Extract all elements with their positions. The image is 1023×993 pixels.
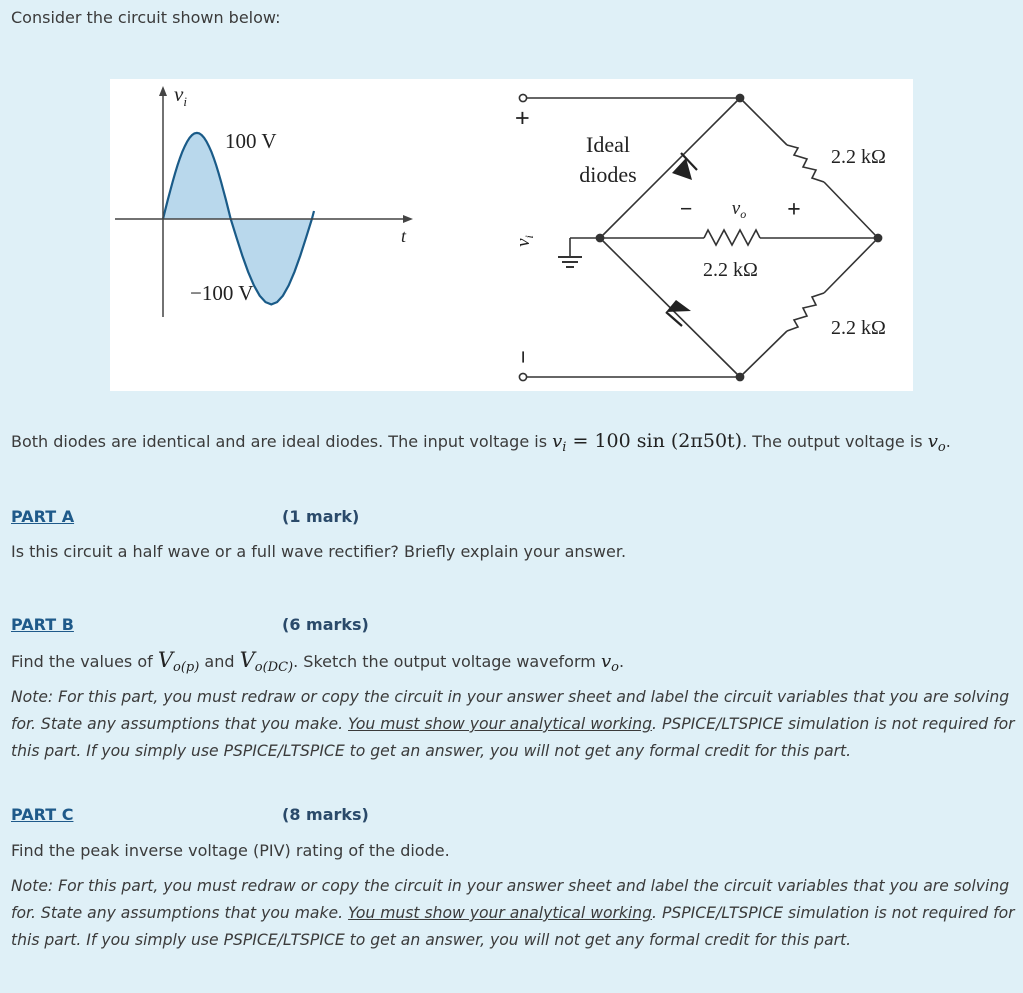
- part-c-question: Find the peak inverse voltage (PIV) rating of the diode.: [11, 841, 450, 860]
- part-a-title: PART A: [11, 507, 75, 526]
- vi-symbol: $v_i$: [552, 431, 567, 455]
- part-c-marks: (8 marks): [282, 805, 369, 824]
- vo-waveform-symbol: $v_o$: [600, 651, 619, 675]
- wire-r3-a: [824, 238, 878, 293]
- vo-minus: −: [679, 196, 693, 221]
- input-waveform: [115, 82, 413, 317]
- vo-symbol: $v_o$: [927, 431, 946, 455]
- vo-plus: +: [787, 197, 801, 223]
- vi-label: $v_i$: [513, 235, 536, 247]
- wire-r1-a: [740, 98, 787, 145]
- vi-minus: −: [511, 350, 537, 364]
- trough-label: −100 V: [190, 281, 254, 305]
- diode-upper: [672, 153, 697, 180]
- diodes-label: diodes: [579, 162, 637, 187]
- positive-half-cycle: [163, 133, 231, 219]
- r3-label: 2.2 kΩ: [831, 317, 886, 339]
- problem-statement: Both diodes are identical and are ideal diodes. The input voltage is $v_i = 100$ sin (2π50t). The output voltage is $v_o$.: [11, 430, 951, 455]
- r1-label: 2.2 kΩ: [831, 146, 886, 168]
- part-a-question: Is this circuit a half wave or a full wave rectifier? Briefly explain your answer.: [11, 542, 627, 561]
- vodc-symbol: $V_{o(DC)}$: [239, 648, 294, 675]
- part-b-title: PART B: [11, 615, 74, 634]
- intro-text: Consider the circuit shown below:: [11, 8, 281, 27]
- bridge-circuit: [519, 94, 881, 380]
- part-a-marks: (1 mark): [282, 507, 360, 526]
- resistor-r3: [787, 293, 824, 331]
- top-terminal: [519, 94, 526, 101]
- circuit-figure: [110, 79, 913, 391]
- vi-plus: +: [508, 110, 537, 126]
- wire-r1-b: [824, 182, 878, 238]
- node-top: [736, 94, 743, 101]
- r2-label: 2.2 kΩ: [703, 259, 758, 281]
- part-b-marks: (6 marks): [282, 615, 369, 634]
- diode-lower: [666, 300, 691, 326]
- wire-r3-b: [740, 331, 787, 377]
- part-c-note: Note: For this part, you must redraw or copy the circuit in your answer sheet and label the circuit variables that you are solving for. State any assumptions that you make. You must show your analytical working. PSPICE/LTSPICE simulation is not required for this part. If you simply use PSPICE/LTSPICE to get an answer, you will not get any formal credit for this part.: [11, 877, 1015, 949]
- node-right: [874, 234, 881, 241]
- resistor-r2: [704, 230, 760, 245]
- node-left: [596, 234, 603, 241]
- peak-label: 100 V: [225, 129, 277, 153]
- resistor-r1: [787, 145, 824, 182]
- part-c-title: PART C: [11, 805, 74, 824]
- input-equation: = 100 sin (2π50t): [566, 430, 743, 452]
- vo-label: $v_o$: [731, 198, 747, 221]
- t-axis-arrow: [403, 215, 413, 223]
- y-axis-label: $v_i$: [174, 82, 187, 109]
- ideal-label: Ideal: [586, 132, 630, 157]
- node-bottom: [736, 373, 743, 380]
- part-b-note: Note: For this part, you must redraw or copy the circuit in your answer sheet and label the circuit variables that you are solving for. State any assumptions that you make. You must show your analytical working. PSPICE/LTSPICE simulation is not required for this part. If you simply use PSPICE/LTSPICE to get an answer, you will not get any formal credit for this part.: [11, 688, 1015, 760]
- part-b-question: Find the values of $V_{o(p)}$ and $V_{o(DC)}$. Sketch the output voltage waveform $v_o$.: [11, 648, 625, 675]
- t-axis-label: t: [401, 226, 407, 246]
- y-axis-arrow: [159, 86, 167, 96]
- vop-symbol: $V_{o(p)}$: [157, 648, 200, 675]
- bottom-terminal: [519, 373, 526, 380]
